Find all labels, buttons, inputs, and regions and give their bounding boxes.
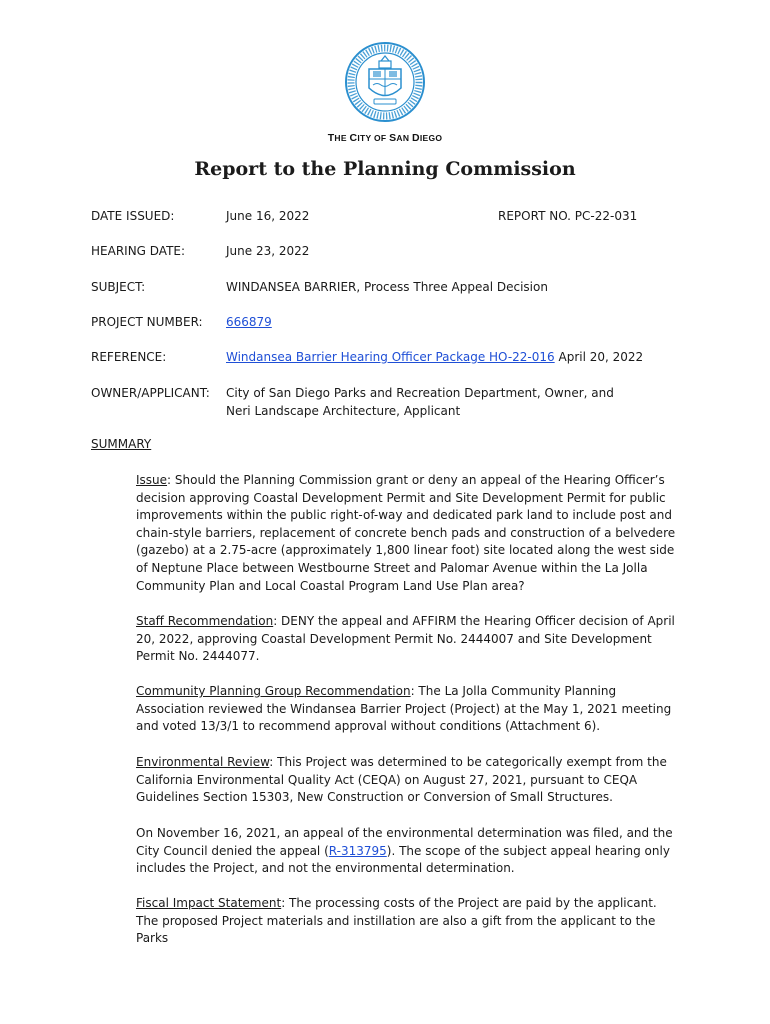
reference-link[interactable]: Windansea Barrier Hearing Officer Package HO-22-016: [226, 350, 555, 364]
report-title: Report to the Planning Commission: [194, 158, 576, 180]
city-seal-logo: [344, 41, 426, 123]
appeal-text-end: ). The scope of the subject appeal hearing only includes the Project, and not the environmental determination.: [136, 843, 670, 876]
project-number-label: PROJECT NUMBER:: [91, 315, 203, 329]
date-issued-label: DATE ISSUED:: [91, 209, 175, 223]
issue-label: Issue: [136, 473, 168, 487]
appeal-paragraph: [136, 825, 681, 878]
report-number: REPORT NO. PC-22-031: [498, 209, 638, 223]
staff-recommendation-text: : DENY the appeal and AFFIRM the Hearing Officer decision of April 20, 2022, approving Coastal Development Permit No. 2444007 and Site Development Permit No. 2444077.: [136, 614, 675, 664]
date-issued-value: June 16, 2022: [226, 209, 310, 223]
reference-date: April 20, 2022: [554, 350, 644, 364]
community-planning-paragraph: [136, 683, 681, 736]
appeal-text-start: On November 16, 2021, an appeal of the environmental determination was filed, and the City Council denied the appeal (: [136, 826, 673, 858]
environmental-review-text: : This Project was determined to be categorically exempt from the California Environmental Quality Act (CEQA) on August 27, 2021, pursuant to CEQA Guidelines Section 15303, New Construction or Conversion of Small Structures.: [136, 755, 667, 805]
summary-heading: SUMMARY: [91, 437, 152, 451]
community-planning-label: Community Planning Group Recommendation: [136, 684, 411, 698]
fiscal-impact-paragraph: [136, 895, 681, 948]
owner-applicant-value: City of San Diego Parks and Recreation Department, Owner, and Neri Landscape Architecture, Applicant: [226, 386, 614, 418]
reference-label: REFERENCE:: [91, 350, 167, 364]
city-name-heading: THE CITY OF SAN DIEGO: [327, 132, 443, 144]
staff-recommendation-label: Staff Recommendation: [136, 614, 274, 628]
resolution-link[interactable]: R-313795: [328, 843, 387, 858]
hearing-date-value: June 23, 2022: [226, 244, 310, 258]
issue-text: : Should the Planning Commission grant or deny an appeal of the Hearing Officer’s decision approving Coastal Development Permit and Site Development Permit for public improvements within the public right-of-way and dedicated park land to include post and chain-style barriers, replacement of concrete bench pads and construction of a belvedere (gazebo) at a 2.75-acre (approximately 1,800 linear foot) site located along the west side of Neptune Place between Westbourne Street and Palomar Avenue within the La Jolla Community Plan and Local Coastal Program Land Use Plan area?: [136, 473, 676, 593]
issue-paragraph: [136, 472, 681, 595]
owner-applicant-label: OWNER/APPLICANT:: [91, 386, 210, 400]
fiscal-impact-text: : The processing costs of the Project are paid by the applicant. The proposed Project materials and instillation are also a gift from the applicant to the Parks: [136, 896, 657, 946]
community-planning-text: : The La Jolla Community Planning Association reviewed the Windansea Barrier Project (Project) at the May 1, 2021 meeting and voted 13/3/1 to recommend approval without conditions (Attachment 6).: [136, 684, 672, 734]
project-number-link[interactable]: 666879: [226, 315, 272, 329]
environmental-review-label: Environmental Review: [136, 755, 270, 769]
hearing-date-label: HEARING DATE:: [91, 244, 186, 258]
environmental-review-paragraph: [136, 754, 681, 807]
fiscal-impact-label: Fiscal Impact Statement: [136, 896, 282, 910]
subject-label: SUBJECT:: [91, 280, 146, 294]
subject-value: WINDANSEA BARRIER, Process Three Appeal Decision: [226, 280, 548, 294]
staff-recommendation-paragraph: [136, 613, 681, 666]
